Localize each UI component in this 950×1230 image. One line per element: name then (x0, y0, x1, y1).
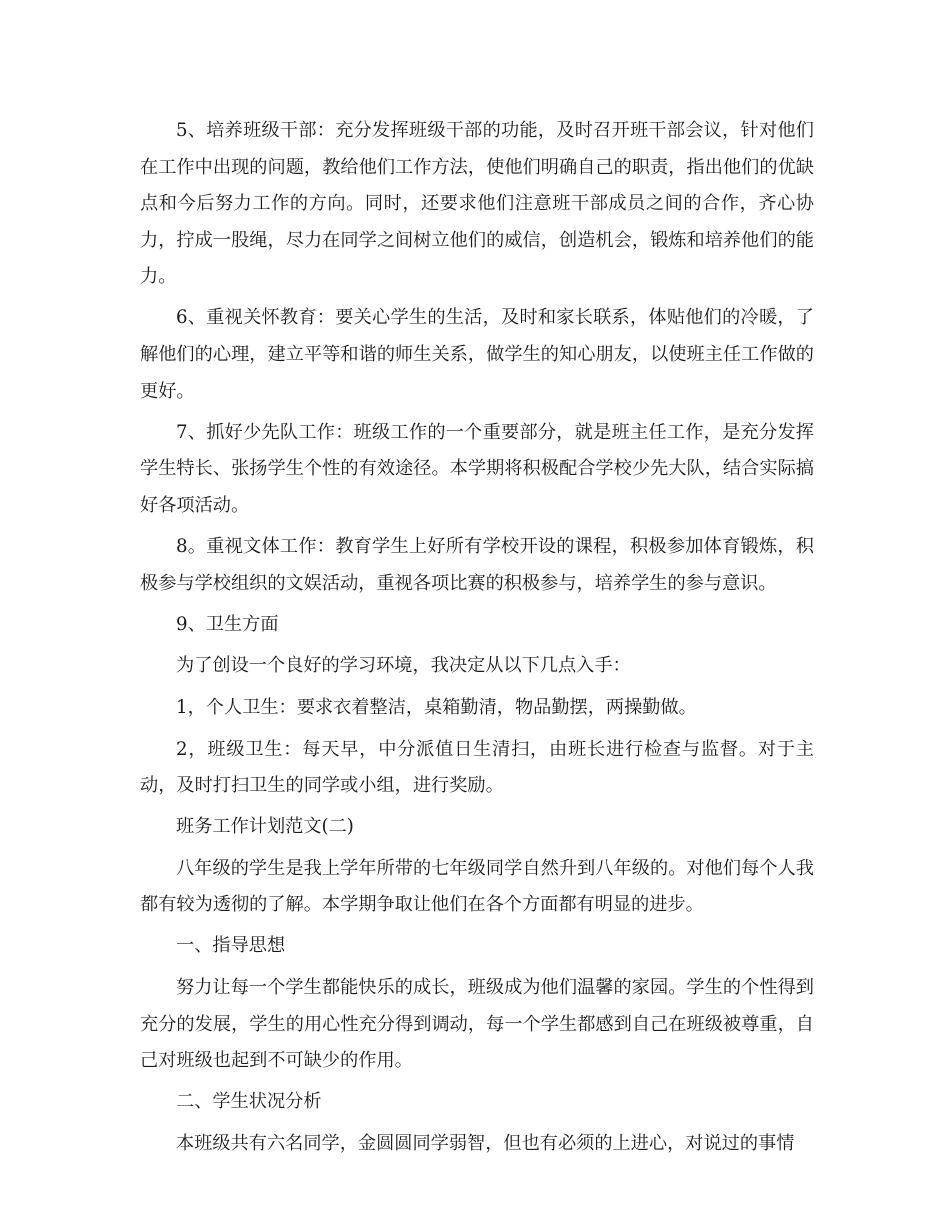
heading-hygiene: 9、卫生方面 (176, 613, 279, 635)
document-body (140, 113, 814, 1167)
paragraph-guiding-ideology: 努力让每一个学生都能快乐的成长，班级成为他们温馨的家园。学生的个性得到充分的发展，学生的用心性充分得到调动，每一个学生都感到自己在班级被尊重，自己对班级也起到不可缺少的作用。 (140, 977, 814, 1072)
heading-guiding-ideology: 一、指导思想 (176, 935, 286, 957)
paragraph-student-analysis: 本班级共有六名同学，金圆圆同学弱智，但也有必须的上进心，对说过的事情 (176, 1132, 795, 1154)
paragraph-cadre-training: 5、培养班级干部：充分发挥班级干部的功能，及时召开班干部会议，针对他们在工作中出现的问题，教给他们工作方法，使他们明确自己的职责，指出他们的优缺点和今后努力工作的方向。同时，还要求他们注意班干部成员之间的合作，齐心协力，拧成一股绳，尽力在同学之间树立他们的威信，创造机会，锻炼和培养他们的能力。 (140, 120, 814, 288)
paragraph-hygiene-intro: 为了创设一个良好的学习环境，我决定从以下几点入手： (176, 655, 631, 677)
paragraph-young-pioneers: 7、抓好少先队工作：班级工作的一个重要部分，就是班主任工作，是充分发挥学生特长、张扬学生个性的有效途径。本学期将积极配合学校少先大队，结合实际搞好各项活动。 (140, 421, 814, 516)
paragraph-personal-hygiene: 1，个人卫生：要求衣着整洁，桌箱勤清，物品勤摆，两操勤做。 (176, 696, 697, 718)
paragraph-class-hygiene: 2，班级卫生：每天早，中分派值日生清扫，由班长进行检查与监督。对于主动，及时打扫卫生的同学或小组，进行奖励。 (140, 738, 814, 797)
paragraph-care-education: 6、重视关怀教育：要关心学生的生活，及时和家长联系，体贴他们的冷暖，了解他们的心理，建立平等和谐的师生关系，做学生的知心朋友，以使班主任工作做的更好。 (140, 307, 814, 402)
section-title-sample-two: 班务工作计划范文(二) (176, 816, 354, 838)
heading-student-analysis: 二、学生状况分析 (176, 1091, 322, 1113)
paragraph-sports-culture: 8。重视文体工作：教育学生上好所有学校开设的课程，积极参加体育锻炼，积极参与学校组织的文娱活动，重视各项比赛的积极参与，培养学生的参与意识。 (140, 536, 814, 594)
paragraph-grade-eight-intro: 八年级的学生是我上学年所带的七年级同学自然升到八年级的。对他们每个人我都有较为透彻的了解。本学期争取让他们在各个方面都有明显的进步。 (140, 857, 814, 916)
